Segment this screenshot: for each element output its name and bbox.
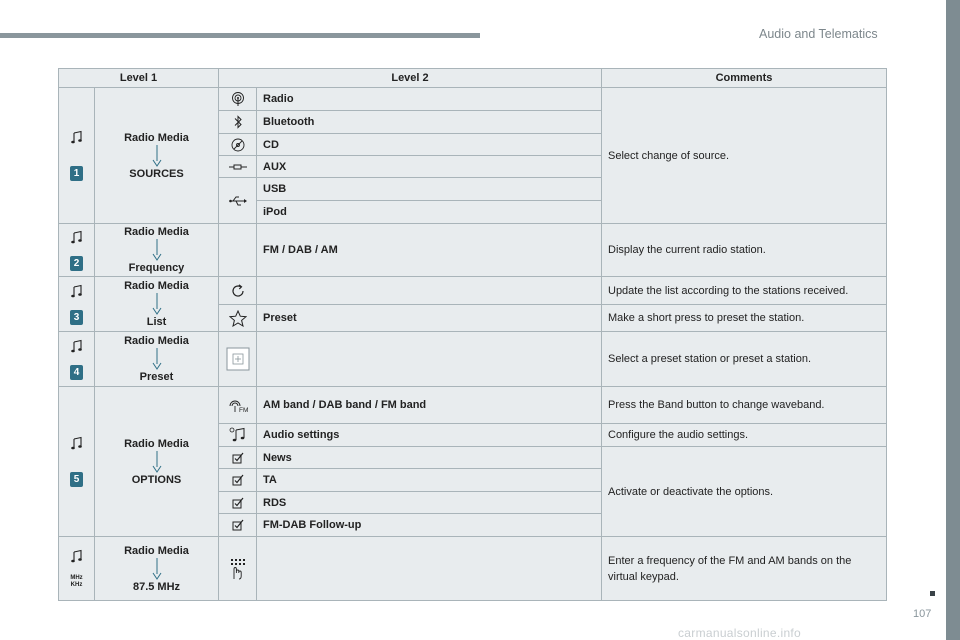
usb-icon — [229, 195, 247, 207]
comment-cell: Display the current radio station. — [602, 224, 887, 277]
level1-cell — [95, 277, 219, 332]
level1-bottom-label: List — [146, 316, 167, 328]
arrow-down-icon — [152, 451, 162, 473]
page-header-title: Audio and Telematics — [759, 27, 878, 41]
table-header-row — [59, 69, 887, 88]
fm-band-icon — [227, 397, 249, 413]
level1-top-label: Radio Media — [124, 335, 189, 347]
level1-top-label: Radio Media — [124, 226, 189, 238]
option-label: FM / DAB / AM — [257, 224, 602, 277]
option-label: TA — [257, 469, 602, 492]
comment-cell: Update the list according to the stations received. — [602, 277, 887, 305]
cd-icon — [231, 138, 245, 152]
comment-cell: Make a short press to preset the station. — [602, 305, 887, 332]
checkbox-icon — [232, 519, 244, 531]
option-icon-cell — [219, 469, 257, 492]
bluetooth-icon — [233, 115, 243, 129]
option-icon-cell — [219, 277, 257, 305]
option-icon-cell — [219, 156, 257, 178]
section-2-marker — [59, 224, 95, 277]
refresh-icon — [230, 283, 246, 299]
audio-settings-icon — [229, 427, 247, 443]
page-number: 107 — [913, 608, 932, 620]
option-icon-cell — [219, 514, 257, 537]
continuation-marker — [930, 591, 935, 596]
keypad-icon — [228, 558, 248, 580]
table-row — [59, 277, 887, 305]
level1-cell — [95, 88, 219, 224]
comment-cell: Select change of source. — [602, 88, 887, 224]
level1-bottom-label: OPTIONS — [131, 473, 182, 486]
option-label: AM band / DAB band / FM band — [257, 387, 602, 424]
section-3-marker — [59, 277, 95, 332]
mhz-khz-label — [70, 575, 82, 589]
comment-cell: Activate or deactivate the options. — [602, 447, 887, 537]
radio-icon — [231, 92, 245, 106]
option-label: Bluetooth — [257, 111, 602, 134]
option-label: AUX — [257, 156, 602, 178]
option-icon-cell — [219, 447, 257, 469]
option-label: iPod — [257, 201, 602, 224]
option-label: News — [257, 447, 602, 469]
table-row — [59, 88, 887, 111]
option-icon-cell — [219, 424, 257, 447]
khz-text: KHz — [70, 581, 83, 588]
aux-icon — [229, 162, 247, 172]
option-icon-cell — [219, 332, 257, 387]
comment-cell: Press the Band button to change waveband. — [602, 387, 887, 424]
star-icon — [229, 310, 247, 327]
option-icon-cell — [219, 305, 257, 332]
music-note-icon — [71, 130, 83, 144]
section-6-marker — [59, 537, 95, 601]
preset-slot-icon — [226, 347, 250, 371]
option-icon-cell — [219, 134, 257, 156]
option-label: RDS — [257, 492, 602, 514]
music-note-icon — [71, 549, 83, 563]
section-number-badge: 5 — [70, 472, 83, 487]
level1-cell — [95, 332, 219, 387]
section-1-marker — [59, 88, 95, 224]
option-label: Preset — [257, 305, 602, 332]
option-icon-cell — [219, 88, 257, 111]
option-label: Radio — [257, 88, 602, 111]
table-row — [59, 332, 887, 387]
arrow-down-icon — [152, 293, 162, 315]
mhz-text: MHz — [70, 574, 83, 581]
option-label: FM-DAB Follow-up — [257, 514, 602, 537]
option-label — [257, 277, 602, 305]
level1-top-label: Radio Media — [124, 544, 189, 557]
music-note-icon — [71, 339, 83, 353]
option-icon-cell — [219, 111, 257, 134]
table-row — [59, 387, 887, 424]
checkbox-icon — [232, 497, 244, 509]
section-number-badge: 1 — [70, 166, 83, 181]
option-label: Audio settings — [257, 424, 602, 447]
header-rule — [0, 33, 480, 38]
arrow-down-icon — [152, 239, 162, 261]
header-comments: Comments — [602, 69, 887, 88]
option-icon-cell — [219, 492, 257, 514]
comment-cell: Configure the audio settings. — [602, 424, 887, 447]
table-row — [59, 224, 887, 277]
checkbox-icon — [232, 452, 244, 464]
header-level2: Level 2 — [219, 69, 602, 88]
checkbox-icon — [232, 474, 244, 486]
level1-cell — [95, 537, 219, 601]
table-row — [59, 537, 887, 601]
level1-bottom-label: Frequency — [128, 262, 185, 274]
level1-bottom-label: Preset — [139, 371, 174, 383]
section-number-badge: 3 — [70, 310, 83, 325]
svg-text:FM: FM — [238, 407, 248, 413]
music-note-icon — [71, 436, 83, 450]
level1-top-label: Radio Media — [124, 437, 189, 450]
header-level1: Level 1 — [59, 69, 219, 88]
option-icon-cell — [219, 387, 257, 424]
comment-cell: Select a preset station or preset a station. — [602, 332, 887, 387]
option-icon-cell — [219, 537, 257, 601]
option-icon-cell — [219, 178, 257, 224]
section-number-badge: 2 — [70, 256, 83, 271]
level1-cell — [95, 387, 219, 537]
side-tab — [946, 0, 960, 640]
section-5-marker — [59, 387, 95, 537]
option-label — [257, 537, 602, 601]
menu-table — [58, 68, 887, 601]
section-4-marker — [59, 332, 95, 387]
level1-bottom-label: 87.5 MHz — [132, 580, 181, 593]
section-number-badge: 4 — [70, 365, 83, 380]
option-label — [257, 332, 602, 387]
option-label: CD — [257, 134, 602, 156]
arrow-down-icon — [152, 558, 162, 580]
level1-cell — [95, 224, 219, 277]
arrow-down-icon — [152, 145, 162, 167]
level1-top-label: Radio Media — [124, 280, 189, 292]
arrow-down-icon — [152, 348, 162, 370]
option-label: USB — [257, 178, 602, 201]
music-note-icon — [71, 230, 83, 244]
comment-cell: Enter a frequency of the FM and AM bands on the virtual keypad. — [602, 537, 887, 601]
music-note-icon — [71, 284, 83, 298]
watermark: carmanualsonline.info — [678, 626, 802, 640]
level1-bottom-label: SOURCES — [129, 167, 184, 180]
level1-top-label: Radio Media — [124, 131, 189, 144]
option-icon-cell — [219, 224, 257, 277]
